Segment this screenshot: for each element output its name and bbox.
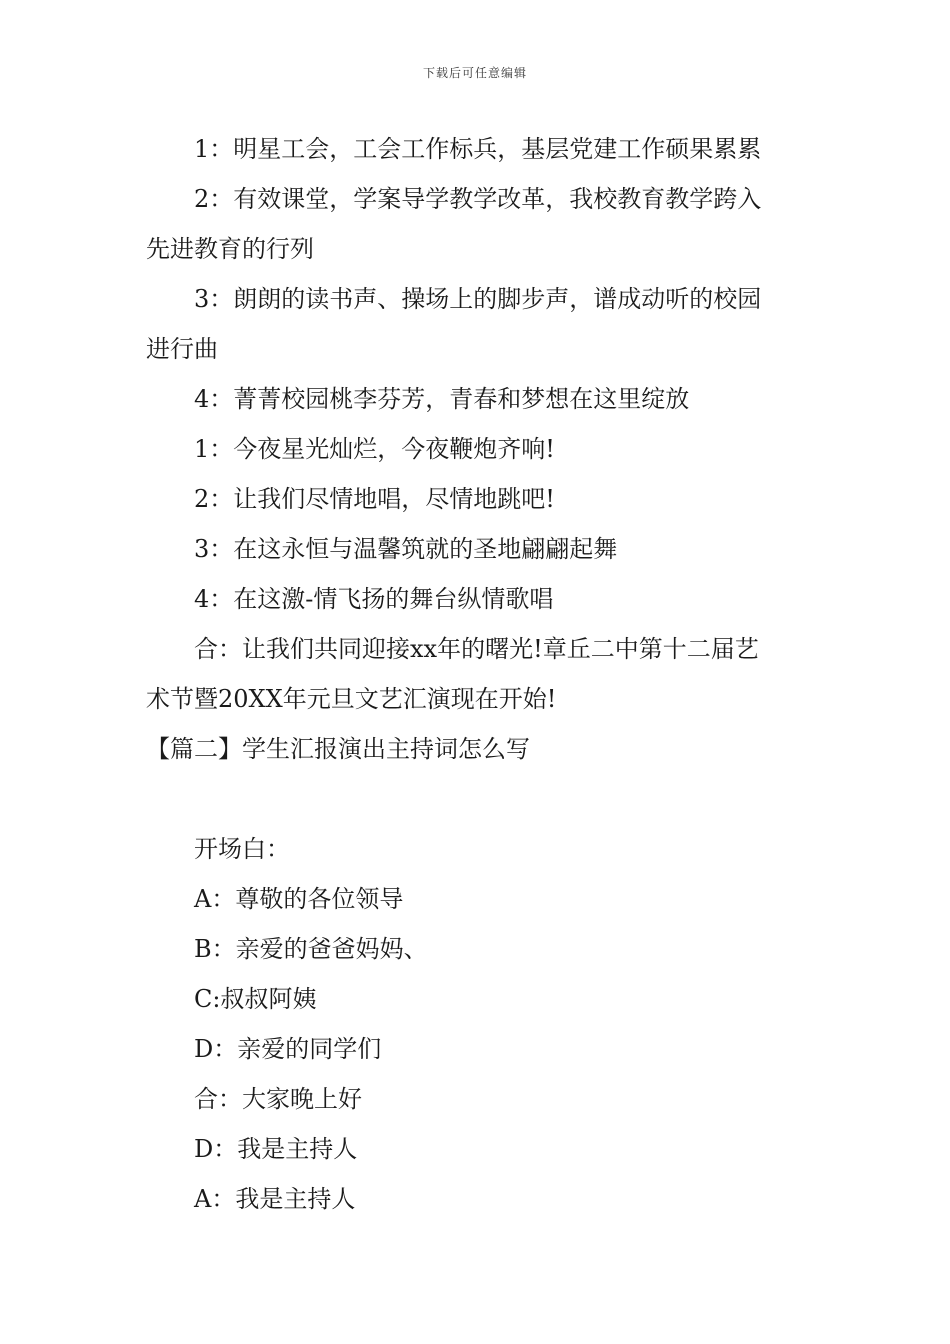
paragraph-2-line-1: 2：有效课堂，学案导学教学改革，我校教育教学跨入 <box>194 185 762 213</box>
paragraph-2-line-2: 先进教育的行列 <box>146 235 314 263</box>
paragraph-9-line-2: 术节暨20XX年元旦文艺汇演现在开始! <box>146 685 557 713</box>
paragraph-6: 2：让我们尽情地唱，尽情地跳吧! <box>194 485 555 513</box>
paragraph-9-line-1: 合：让我们共同迎接xx年的曙光!章丘二中第十二届艺 <box>194 635 759 663</box>
blank-line <box>146 774 812 824</box>
paragraph-5: 1：今夜星光灿烂，今夜鞭炮齐响! <box>194 435 555 463</box>
paragraph-3-line-1: 3：朗朗的读书声、操场上的脚步声，谱成动听的校园 <box>194 285 762 313</box>
opening-label: 开场白： <box>194 835 290 863</box>
opening-line-c-uncles-aunts: C:叔叔阿姨 <box>194 985 317 1013</box>
section-title: 【篇二】学生汇报演出主持词怎么写 <box>146 735 530 763</box>
paragraph-3-line-2: 进行曲 <box>146 335 218 363</box>
opening-line-a-host: A：我是主持人 <box>194 1185 356 1213</box>
opening-line-together: 合：大家晚上好 <box>194 1085 362 1113</box>
paragraph-7: 3：在这永恒与温馨筑就的圣地翩翩起舞 <box>194 535 618 563</box>
paragraph-4: 4：菁菁校园桃李芬芳，青春和梦想在这里绽放 <box>194 385 690 413</box>
paragraph-1: 1：明星工会，工会工作标兵，基层党建工作硕果累累 <box>194 135 762 163</box>
document-body <box>146 124 812 1224</box>
opening-line-a-leaders: A：尊敬的各位领导 <box>194 885 404 913</box>
paragraph-8: 4：在这激-情飞扬的舞台纵情歌唱 <box>194 585 554 613</box>
page-header-note: 下载后可任意编辑 <box>422 66 527 80</box>
opening-line-b-parents: B：亲爱的爸爸妈妈、 <box>194 935 428 963</box>
opening-line-d-classmates: D：亲爱的同学们 <box>194 1035 382 1063</box>
opening-line-d-host: D：我是主持人 <box>194 1135 358 1163</box>
